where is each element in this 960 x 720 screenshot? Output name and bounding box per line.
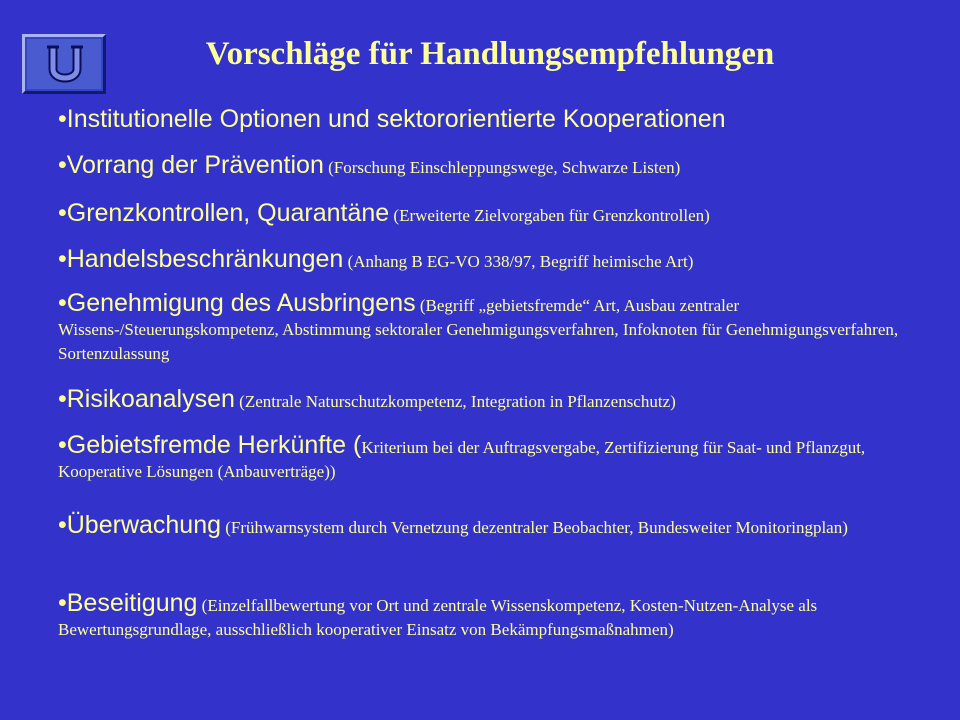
bullet-main-text: •Gebietsfremde Herkünfte ( [58,431,362,459]
bullet-detail-text: (Begriff „gebietsfremde“ Art, Ausbau zentraler Wissens-/Steuerungskompetenz, Abstimmung sektoraler Genehmigungsverfahren, Infoknoten für Genehmigungsverfahren, Sortenzulassung [58,296,899,363]
bullet-main-text: •Vorrang der Prävention [58,151,324,179]
bullet-detail-text: (Zentrale Naturschutzkompetenz, Integration in Pflanzenschutz) [234,392,676,411]
bullet-item [58,198,908,228]
slide-title: Vorschläge für Handlungsempfehlungen [205,36,775,72]
bullet-main-text: •Risikoanalysen [58,385,235,413]
bullet-item [58,244,908,274]
bullet-main-text: •Grenzkontrollen, Quarantäne [58,199,390,227]
bullet-detail-text: (Erweiterte Zielvorgaben für Grenzkontrollen) [389,206,710,225]
bullet-main-text: •Beseitigung [58,589,198,617]
bullet-item [58,510,908,540]
bullet-item [58,384,908,414]
bullet-item [58,150,908,180]
bullet-main-text: •Überwachung [58,511,222,539]
bullet-item [58,588,908,642]
bullet-main-text: •Handelsbeschränkungen [58,245,344,273]
bullet-detail-text: (Forschung Einschleppungswege, Schwarze Listen) [323,158,681,177]
bullet-detail-text: (Anhang B EG-VO 338/97, Begriff heimische Art) [343,252,694,271]
bullet-item [58,288,908,366]
bullet-item [58,430,908,484]
bullet-detail-text: (Frühwarnsystem durch Vernetzung dezentraler Beobachter, Bundesweiter Monitoringplan) [221,518,848,537]
bullet-main-text: •Genehmigung des Ausbringens [58,289,416,317]
bullet-detail-text: Kriterium bei der Auftragsvergabe, Zertifizierung für Saat- und Pflanzgut, Kooperative Lösungen (Anbauverträge)) [58,438,866,481]
bullet-detail-text: (Einzelfallbewertung vor Ort und zentrale Wissenskompetenz, Kosten-Nutzen-Analyse als Bewertungsgrundlage, ausschließlich kooperativer Einsatz von Bekämpfungsmaßnahmen) [58,596,818,639]
bullet-main-text: •Institutionelle Optionen und sektororientierte Kooperationen [58,105,726,133]
bullet-item [58,104,908,134]
